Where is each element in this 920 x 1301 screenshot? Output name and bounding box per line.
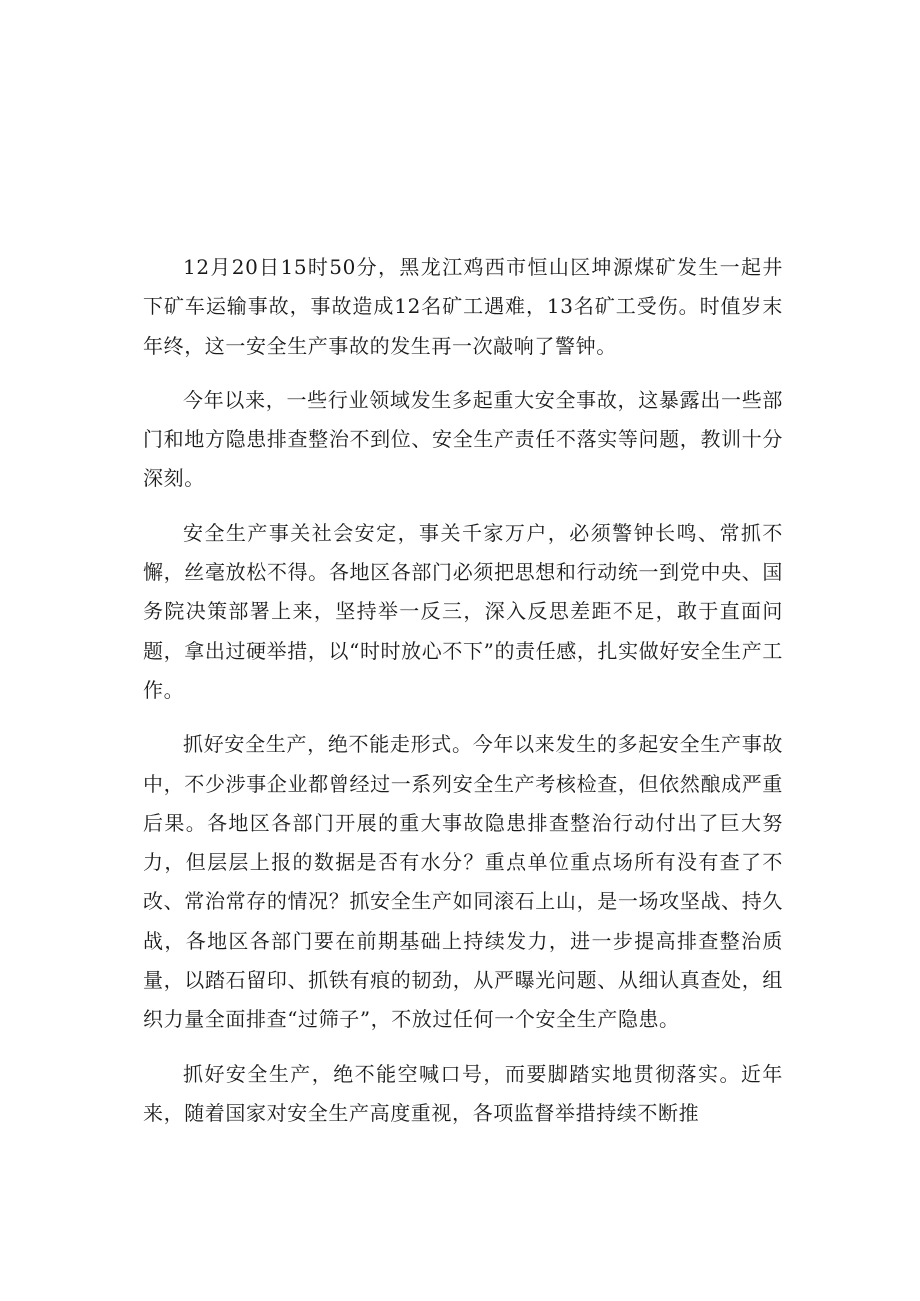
paragraph-2: 今年以来，一些行业领域发生多起重大安全事故，这暴露出一些部门和地方隐患排查整治不到位、安全生产责任不落实等问题，教训十分深刻。 — [143, 387, 783, 491]
paragraph-4: 抓好安全生产，绝不能走形式。今年以来发生的多起安全生产事故中，不少涉事企业都曾经过一系列安全生产考核检查，但依然酿成严重后果。各地区各部门开展的重大事故隐患排查整治行动付出了巨大努力，但层层上报的数据是否有水分？重点单位重点场所有没有查了不改、常治常存的情况？抓安全生产如同滚石上山，是一场攻坚战、持久战，各地区各部门要在前期基础上持续发力，进一步提高排查整治质量，以踏石留印、抓铁有痕的韧劲，从严曝光问题、从细认真查处，组织力量全面排查“过筛子”，不放过任何一个安全生产隐患。 — [143, 732, 783, 1032]
paragraph-3: 安全生产事关社会安定，事关千家万户，必须警钟长鸣、常抓不懈，丝毫放松不得。各地区各部门必须把思想和行动统一到党中央、国务院决策部署上来，坚持举一反三，深入反思差距不足，敢于直面问题，拿出过硬举措，以“时时放心不下”的责任感，扎实做好安全生产工作。 — [143, 520, 783, 702]
paragraph-1: 12月20日15时50分，黑龙江鸡西市恒山区坤源煤矿发生一起井下矿车运输事故，事故造成12名矿工遇难，13名矿工受伤。时值岁末年终，这一安全生产事故的发生再一次敲响了警钟。 — [143, 255, 783, 358]
paragraph-5: 抓好安全生产，绝不能空喊口号，而要脚踏实地贯彻落实。近年来，随着国家对安全生产高度重视，各项监督举措持续不断推 — [143, 1061, 783, 1125]
article-body — [143, 248, 783, 1148]
